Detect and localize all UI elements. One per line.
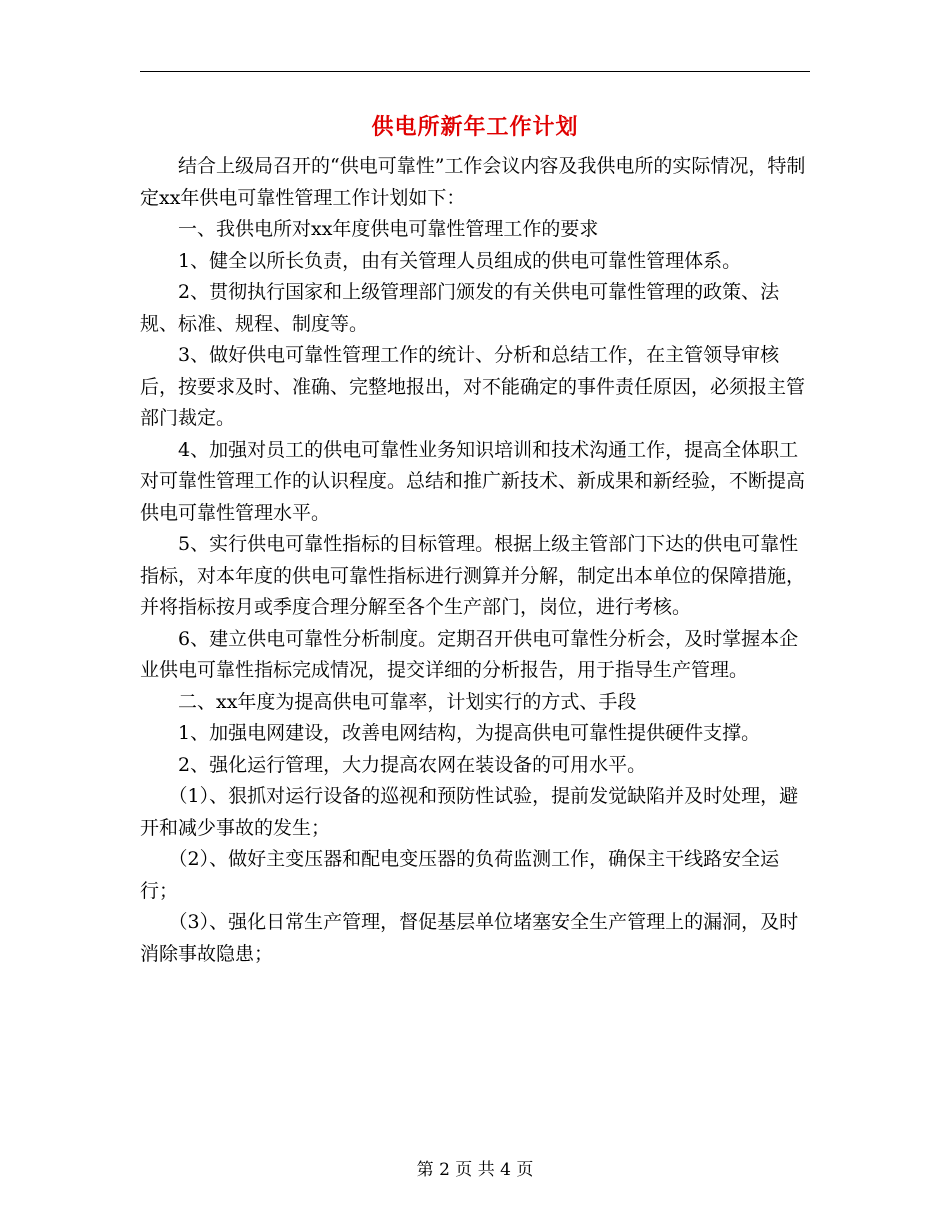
body-paragraph: 1、健全以所长负责，由有关管理人员组成的供电可靠性管理体系。 [178,249,742,272]
body-paragraph: 二、xx年度为提高供电可靠率，计划实行的方式、手段 [178,690,637,713]
body-paragraph: 4、加强对员工的供电可靠性业务知识培训和技术沟通工作，提高全体职工对可靠性管理工作的认识程度。总结和推广新技术、新成果和新经验，不断提高供电可靠性管理水平。 [140,438,806,524]
body-paragraph: （2）、做好主变压器和配电变压器的负荷监测工作，确保主干线路安全运行； [140,848,780,902]
body-paragraph: 结合上级局召开的“供电可靠性”工作会议内容及我供电所的实际情况，特制定xx年供电可靠性管理工作计划如下： [140,155,806,209]
body-paragraph: 2、强化运行管理，大力提高农网在装设备的可用水平。 [178,753,647,776]
body-paragraph: （3）、强化日常生产管理，督促基层单位堵塞安全生产管理上的漏洞，及时消除事故隐患； [140,911,799,965]
body-paragraph: 1、加强电网建设，改善电网结构，为提高供电可靠性提供硬件支撑。 [178,722,761,744]
document-title: 供电所新年工作计划 [371,114,579,140]
document-body [140,151,810,970]
header-rule [140,71,810,72]
body-paragraph: 一、我供电所对xx年度供电可靠性管理工作的要求 [178,218,599,240]
body-paragraph: 3、做好供电可靠性管理工作的统计、分析和总结工作，在主管领导审核后，按要求及时、准确、完整地报出，对不能确定的事件责任原因，必须报主管部门裁定。 [140,344,806,429]
body-paragraph: （1）、狠抓对运行设备的巡视和预防性试验，提前发觉缺陷并及时处理，避开和减少事故的发生； [140,785,799,839]
body-paragraph: 6、建立供电可靠性分析制度。定期召开供电可靠性分析会，及时掌握本企业供电可靠性指标完成情况，提交详细的分析报告，用于指导生产管理。 [140,627,799,681]
page-number: 第 2 页 共 4 页 [416,1160,534,1180]
body-paragraph: 2、贯彻执行国家和上级管理部门颁发的有关供电可靠性管理的政策、法规、标准、规程、制度等。 [140,281,780,335]
body-paragraph: 5、实行供电可靠性指标的目标管理。根据上级主管部门下达的供电可靠性指标，对本年度的供电可靠性指标进行测算并分解，制定出本单位的保障措施，并将指标按月或季度合理分解至各个生产部门，岗位，进行考核。 [140,533,806,618]
